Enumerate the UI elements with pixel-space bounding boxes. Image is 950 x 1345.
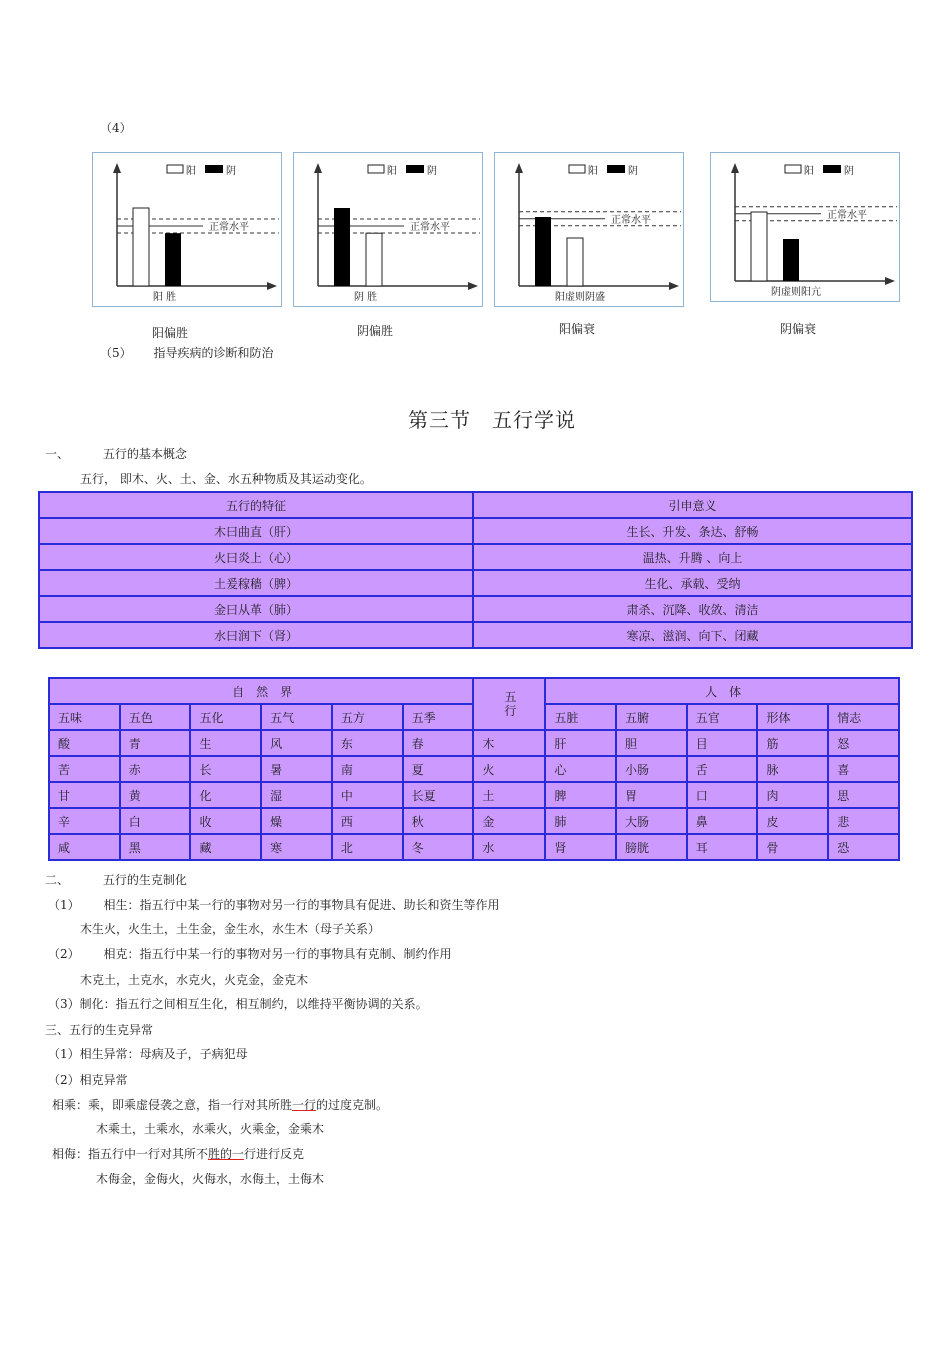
wu-text-end: 行进行反克	[244, 1147, 305, 1161]
table-cell: 肾	[545, 834, 616, 860]
table-cell: 脉	[757, 756, 828, 782]
x-axis-arrow	[885, 277, 895, 285]
table-cell: 土爰稼穑（脾）	[39, 570, 473, 596]
cheng-definition	[52, 1096, 388, 1113]
x-axis-label: 阳虚则阴盛	[555, 292, 605, 303]
item-5-text: 指导疾病的诊断和防治	[153, 346, 274, 360]
table-cell: 肝	[545, 730, 616, 756]
yang-bar	[567, 238, 583, 286]
table-cell: 黄	[120, 782, 191, 808]
table-cell: 温热、升腾 、向上	[473, 544, 912, 570]
table-row	[39, 622, 912, 648]
table-row	[49, 782, 899, 808]
table-cell: 生长、升发、条达、舒畅	[473, 518, 912, 544]
table-group-header-row	[49, 678, 899, 704]
table-cell: 酸	[49, 730, 120, 756]
table-row	[39, 544, 912, 570]
table-cell: 肺	[545, 808, 616, 834]
legend-yang-swatch	[167, 165, 183, 173]
table-header: 五行的特征	[39, 492, 473, 518]
table-cell: 皮	[757, 808, 828, 834]
table-cell: 生化、承载、受纳	[473, 570, 912, 596]
cheng-text-end: 的过度克制。	[316, 1098, 389, 1112]
heading-1-num: 一、	[45, 447, 70, 461]
table-cell: 长	[190, 756, 261, 782]
table-cell: 火	[473, 756, 545, 782]
table-header: 形体	[757, 704, 828, 730]
table-cell: 辛	[49, 808, 120, 834]
table-cell: 西	[332, 808, 403, 834]
wuxing-characteristics-table	[38, 491, 913, 649]
group-header-wuxing	[473, 678, 545, 730]
table-cell: 藏	[190, 834, 261, 860]
legend-yin-label: 阴	[226, 166, 236, 177]
item-q1: （1）相生异常：母病及子，子病犯母	[48, 1047, 248, 1061]
table-cell: 金曰从革（肺）	[39, 596, 473, 622]
chart-yin-deficiency	[710, 152, 900, 302]
legend-yin-label: 阴	[427, 166, 437, 177]
legend-yang-swatch	[785, 165, 801, 173]
table-row	[39, 570, 912, 596]
table-row	[49, 756, 899, 782]
paragraph-1-num: （1）	[48, 898, 80, 912]
legend-yin-label: 阴	[844, 166, 854, 177]
chart-svg	[711, 153, 899, 301]
yang-bar	[133, 208, 149, 286]
legend-yang-label: 阳	[186, 166, 196, 177]
yin-bar	[165, 233, 181, 286]
table-cell: 恐	[828, 834, 899, 860]
table-cell: 春	[403, 730, 474, 756]
x-axis-arrow	[669, 282, 679, 290]
normal-level-label: 正常水平	[611, 214, 651, 226]
paragraph-2	[48, 945, 451, 962]
y-axis-arrow	[731, 163, 739, 173]
table-row	[49, 834, 899, 860]
x-axis-arrow	[267, 282, 277, 290]
wu-definition	[52, 1145, 304, 1162]
paragraph-2-num: （2）	[48, 947, 80, 961]
wu-examples: 木侮金，金侮火，火侮水，水侮土，土侮木	[96, 1172, 325, 1186]
x-axis-arrow	[468, 282, 478, 290]
legend-yang-label: 阳	[588, 166, 598, 177]
table-cell: 寒	[261, 834, 332, 860]
table-cell: 甘	[49, 782, 120, 808]
table-cell: 木	[473, 730, 545, 756]
table-cell: 长夏	[403, 782, 474, 808]
table-header: 五季	[403, 704, 474, 730]
table-cell: 寒凉、滋润、向下、闭藏	[473, 622, 912, 648]
table-cell: 冬	[403, 834, 474, 860]
heading-2	[45, 871, 187, 888]
table-cell: 金	[473, 808, 545, 834]
table-row	[49, 808, 899, 834]
paragraph-2-text: 相克：指五行中某一行的事物对另一行的事物具有克制、制约作用	[103, 947, 452, 961]
yin-bar	[334, 208, 350, 286]
table-cell: 心	[545, 756, 616, 782]
chart-yang-deficiency	[494, 152, 684, 307]
item-5	[100, 344, 273, 361]
legend-yin-swatch	[607, 165, 625, 173]
cheng-underlined: 一行	[292, 1098, 317, 1112]
table-cell: 舌	[687, 756, 758, 782]
table-cell: 口	[687, 782, 758, 808]
table-header: 五方	[332, 704, 403, 730]
table-cell: 怒	[828, 730, 899, 756]
yin-bar	[783, 239, 799, 281]
table-cell: 火曰炎上（心）	[39, 544, 473, 570]
chart-yang-excess	[92, 152, 282, 307]
cheng-examples: 木乘土，土乘水，水乘火，火乘金，金乘木	[96, 1122, 325, 1136]
chart-caption: 阴偏胜	[356, 324, 393, 338]
table-cell: 喜	[828, 756, 899, 782]
table-cell: 苦	[49, 756, 120, 782]
paragraph-1-detail: 木生火，火生土，土生金，金生水，水生木（母子关系）	[80, 922, 381, 936]
group-header-nature: 自 然 界	[49, 678, 473, 704]
table-cell: 耳	[687, 834, 758, 860]
heading-1	[45, 445, 187, 462]
cheng-text: 相乘：乘，即乘虚侵袭之意，指一行对其所胜	[52, 1098, 293, 1112]
table-cell: 土	[473, 782, 545, 808]
chart-caption: 阳偏胜	[151, 326, 188, 340]
table-cell: 骨	[757, 834, 828, 860]
table-cell: 大肠	[616, 808, 687, 834]
table-header: 五化	[190, 704, 261, 730]
table-cell: 筋	[757, 730, 828, 756]
table-cell: 夏	[403, 756, 474, 782]
legend-yang-label: 阳	[387, 166, 397, 177]
heading-3: 三、五行的生克异常	[45, 1023, 154, 1037]
table-cell: 北	[332, 834, 403, 860]
table-cell: 中	[332, 782, 403, 808]
normal-level-label: 正常水平	[410, 222, 450, 233]
table-cell: 水	[473, 834, 545, 860]
wuxing-header-text: 五行	[504, 690, 517, 718]
table-cell: 目	[687, 730, 758, 756]
legend-yin-swatch	[823, 165, 841, 173]
legend-yang-swatch	[368, 165, 384, 173]
table-cell: 燥	[261, 808, 332, 834]
table-cell: 水曰润下（肾）	[39, 622, 473, 648]
paragraph-1	[48, 896, 499, 913]
x-axis-label: 阳 胜	[153, 292, 177, 303]
y-axis-arrow	[314, 163, 322, 173]
table-cell: 膀胱	[616, 834, 687, 860]
table-cell: 鼻	[687, 808, 758, 834]
legend-yang-label: 阳	[804, 166, 814, 177]
table-cell: 肉	[757, 782, 828, 808]
paragraph-2-detail: 木克土，土克水，水克火，火克金，金克木	[80, 973, 309, 987]
yang-bar	[366, 233, 382, 286]
table-cell: 赤	[120, 756, 191, 782]
x-axis-label: 阴虚则阳亢	[771, 287, 821, 298]
table-cell: 暑	[261, 756, 332, 782]
table-cell: 生	[190, 730, 261, 756]
wu-text: 相侮：指五行中一行对其所不	[52, 1147, 209, 1161]
table-cell: 收	[190, 808, 261, 834]
x-axis-label: 阴 胜	[354, 292, 378, 303]
heading-1-text: 五行的基本概念	[102, 447, 187, 461]
chart-caption: 阴偏衰	[779, 322, 816, 336]
table-cell: 胃	[616, 782, 687, 808]
wuxing-correspondence-table	[48, 677, 900, 861]
chart-svg	[294, 153, 482, 306]
table-cell: 青	[120, 730, 191, 756]
heading-2-text: 五行的生克制化	[102, 873, 187, 887]
chart-svg	[93, 153, 281, 306]
table-cell: 南	[332, 756, 403, 782]
table-row	[39, 596, 912, 622]
paragraph-1-text: 相生：指五行中某一行的事物对另一行的事物具有促进、助长和资生等作用	[103, 898, 500, 912]
table-row	[39, 518, 912, 544]
legend-yin-swatch	[406, 165, 424, 173]
table-header: 五气	[261, 704, 332, 730]
yang-bar	[751, 212, 767, 281]
table-cell: 胆	[616, 730, 687, 756]
table-header: 五脏	[545, 704, 616, 730]
section-title: 第三节 五行学说	[408, 408, 576, 432]
table-cell: 白	[120, 808, 191, 834]
heading-2-num: 二、	[45, 873, 70, 887]
table-header: 五官	[687, 704, 758, 730]
y-axis-arrow	[113, 163, 121, 173]
legend-yin-swatch	[205, 165, 223, 173]
chart-caption: 阳偏衰	[558, 322, 595, 336]
item-5-num: （5）	[100, 346, 132, 360]
item-4-label: （4）	[100, 121, 132, 135]
yin-bar	[535, 217, 551, 286]
table-header-row	[39, 492, 912, 518]
table-cell: 风	[261, 730, 332, 756]
legend-yin-label: 阴	[628, 166, 638, 177]
table-cell: 木曰曲直（肝）	[39, 518, 473, 544]
table-header: 五色	[120, 704, 191, 730]
group-header-body: 人 体	[545, 678, 899, 704]
chart-svg	[495, 153, 683, 306]
table-header: 情志	[828, 704, 899, 730]
table-cell: 脾	[545, 782, 616, 808]
table-row	[49, 730, 899, 756]
normal-level-label: 正常水平	[827, 209, 867, 221]
legend-yang-swatch	[569, 165, 585, 173]
wu-underlined: 胜的一	[208, 1147, 245, 1161]
table-cell: 化	[190, 782, 261, 808]
table-cell: 肃杀、沉降、收敛、清洁	[473, 596, 912, 622]
paragraph-3: （3）制化：指五行之间相互生化，相互制约，以维持平衡协调的关系。	[48, 997, 428, 1011]
table-cell: 思	[828, 782, 899, 808]
table-cell: 秋	[403, 808, 474, 834]
chart-yin-excess	[293, 152, 483, 307]
table-cell: 小肠	[616, 756, 687, 782]
intro-text: 五行， 即木、火、土、金、水五种物质及其运动变化。	[80, 472, 372, 486]
table-header: 引申意义	[473, 492, 912, 518]
table-cell: 咸	[49, 834, 120, 860]
table-cell: 黑	[120, 834, 191, 860]
table-header: 五腑	[616, 704, 687, 730]
item-q2: （2）相克异常	[48, 1073, 128, 1087]
y-axis-arrow	[515, 163, 523, 173]
table-cell: 悲	[828, 808, 899, 834]
table-cell: 湿	[261, 782, 332, 808]
table-header: 五味	[49, 704, 120, 730]
table-cell: 东	[332, 730, 403, 756]
normal-level-label: 正常水平	[209, 222, 249, 233]
